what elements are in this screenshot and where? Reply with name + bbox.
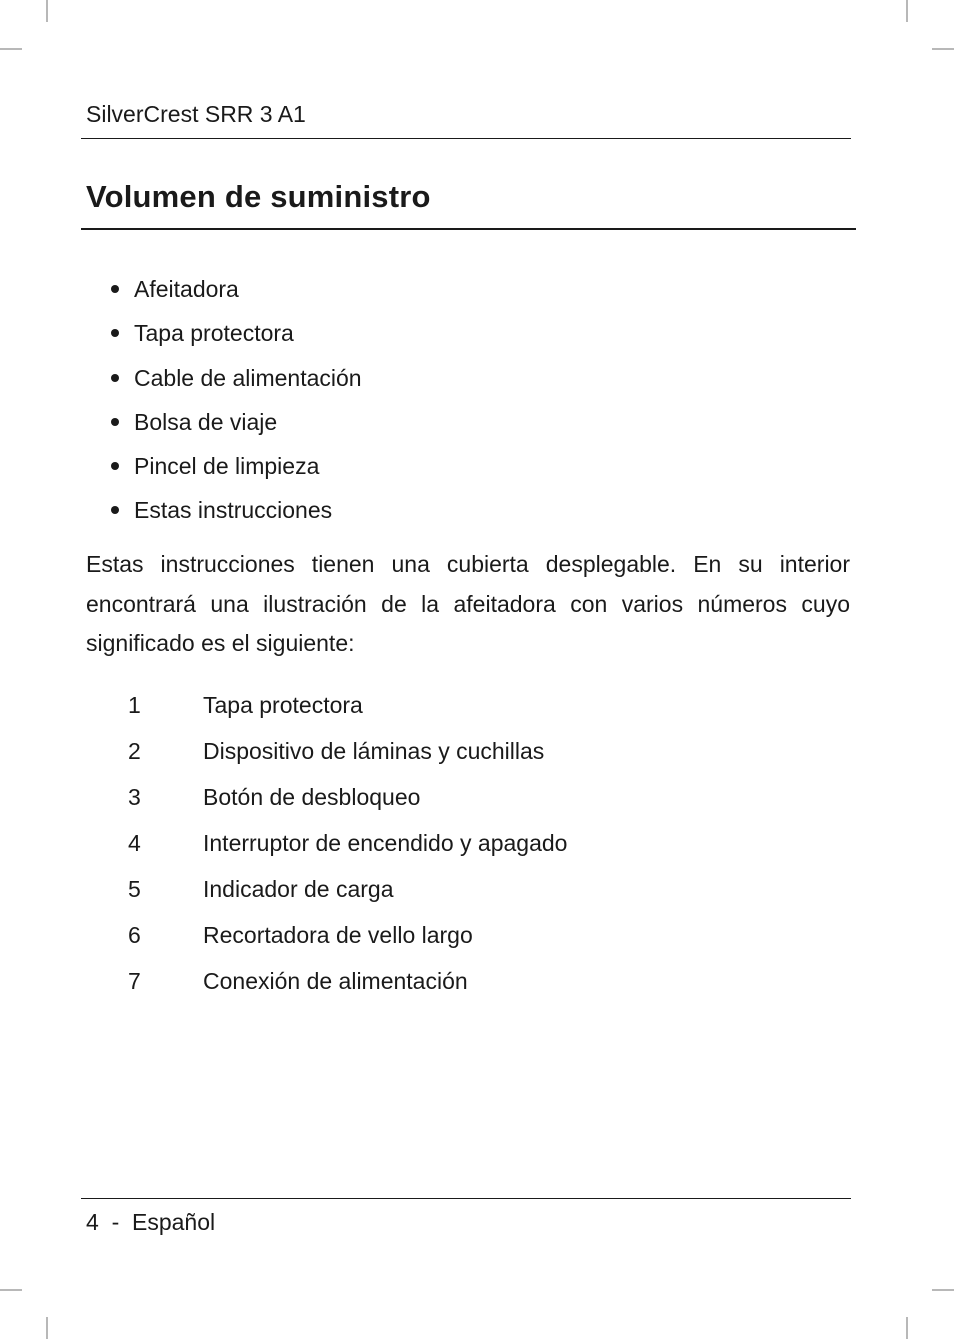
list-item — [108, 406, 362, 450]
list-item — [108, 317, 362, 361]
header-rule — [81, 138, 851, 139]
part-name: Botón de desbloqueo — [203, 784, 421, 810]
part-name: Recortadora de vello largo — [203, 922, 473, 948]
list-item-label: Cable de alimentación — [134, 364, 362, 391]
crop-mark-top-right-vertical — [906, 0, 908, 22]
list-item-label: Pincel de limpieza — [134, 453, 320, 480]
list-item — [108, 273, 362, 317]
part-number: 5 — [128, 876, 141, 902]
list-item-label: Bolsa de viaje — [134, 408, 278, 435]
crop-mark-top-left-vertical — [46, 0, 48, 22]
list-item-label: Afeitadora — [134, 276, 239, 302]
title-rule — [81, 228, 856, 230]
part-name: Interruptor de encendido y apagado — [203, 830, 568, 856]
contents-list — [108, 273, 362, 539]
crop-mark-top-left-horizontal — [0, 48, 22, 50]
bullet-icon — [111, 285, 119, 293]
part-name: Tapa protectora — [203, 692, 363, 718]
part-number: 3 — [128, 784, 141, 810]
list-item-label: Tapa protectora — [134, 320, 294, 347]
list-item — [108, 362, 362, 406]
crop-mark-bottom-left-horizontal — [0, 1289, 22, 1291]
intro-paragraph: Estas instrucciones tienen una cubierta desplegable. En su interior encontrará una ilustración de la afeitadora con varios números cuyo significado es el siguiente: — [86, 551, 850, 656]
part-number: 2 — [128, 738, 141, 764]
part-number: 7 — [128, 968, 141, 994]
crop-mark-bottom-right-horizontal — [932, 1289, 954, 1291]
bullet-icon — [111, 418, 119, 426]
list-item-label: Estas instrucciones — [134, 497, 333, 524]
footer-rule — [81, 1198, 851, 1199]
page-footer: 4 - Español — [86, 1209, 216, 1235]
part-name: Dispositivo de láminas y cuchillas — [203, 738, 545, 764]
list-item — [108, 494, 362, 538]
running-header: SilverCrest SRR 3 A1 — [86, 101, 306, 127]
bullet-icon — [111, 374, 119, 382]
crop-mark-bottom-right-vertical — [906, 1317, 908, 1339]
part-number: 4 — [128, 830, 141, 856]
crop-mark-top-right-horizontal — [932, 48, 954, 50]
part-name: Indicador de carga — [203, 876, 394, 902]
bullet-icon — [111, 462, 119, 470]
bullet-icon — [111, 506, 119, 514]
part-number: 6 — [128, 922, 141, 948]
part-name: Conexión de alimentación — [203, 968, 468, 994]
part-number: 1 — [128, 692, 141, 718]
list-item — [108, 450, 362, 494]
bullet-icon — [111, 329, 119, 337]
crop-mark-bottom-left-vertical — [46, 1317, 48, 1339]
section-title: Volumen de suministro — [86, 179, 431, 214]
